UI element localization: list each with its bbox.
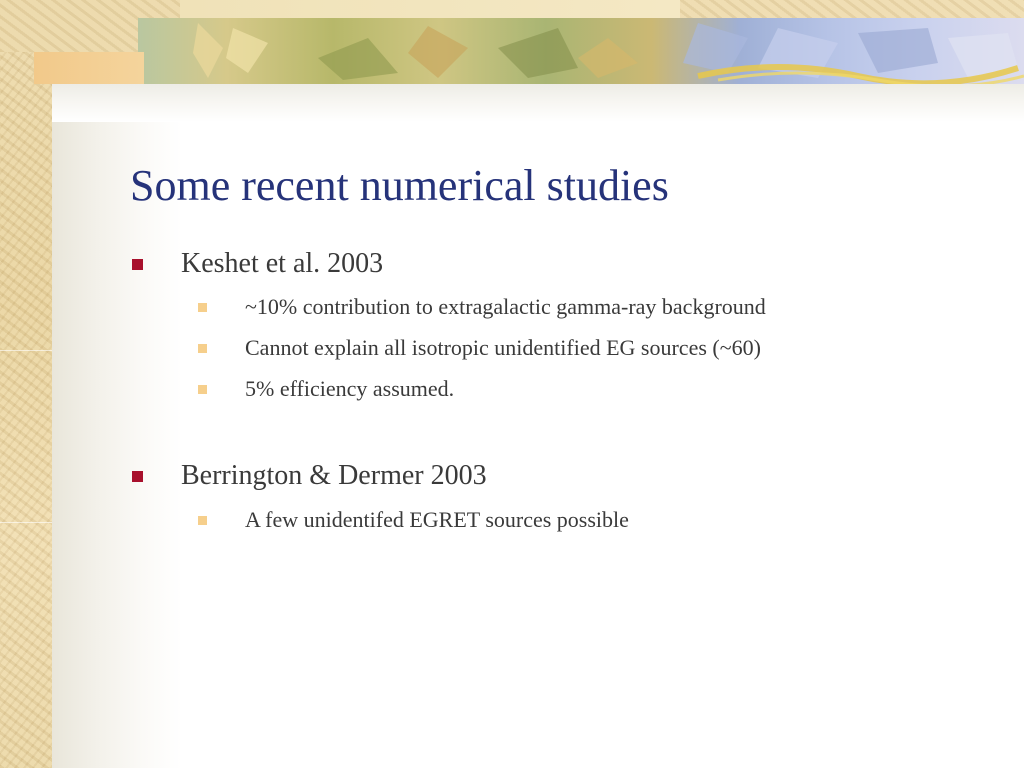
square-bullet-icon [132,259,143,270]
sub-bullet-item: ~10% contribution to extragalactic gamma-ray background [245,294,766,319]
sub-bullet-item: A few unidentifed EGRET sources possible [245,507,629,532]
sub-bullet-item: Cannot explain all isotropic unidentified EG sources (~60) [245,335,761,360]
square-sub-bullet-icon [198,516,207,525]
sub-bullet-item: 5% efficiency assumed. [245,376,455,401]
square-sub-bullet-icon [198,385,207,394]
square-sub-bullet-icon [198,344,207,353]
square-sub-bullet-icon [198,303,207,312]
square-bullet-icon [132,471,143,482]
bullet-item-berrington: Berrington & Dermer 2003 [181,460,487,491]
slide-title: Some recent numerical studies [130,161,669,210]
bullet-item-keshet: Keshet et al. 2003 [181,248,384,279]
